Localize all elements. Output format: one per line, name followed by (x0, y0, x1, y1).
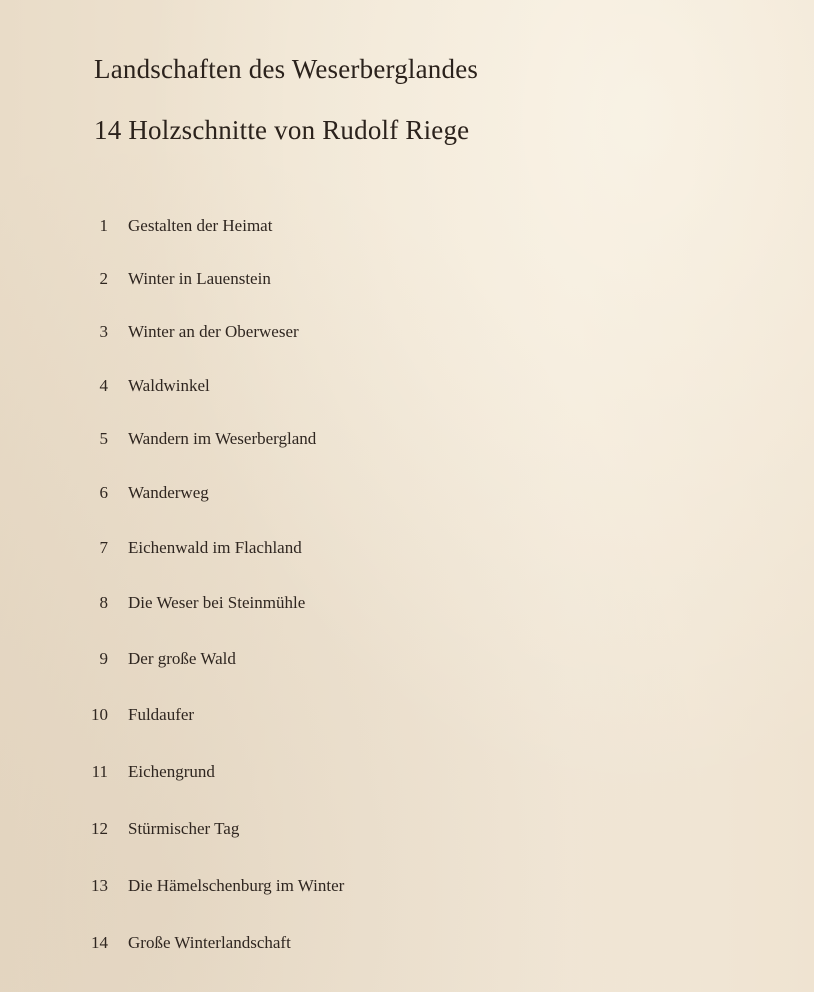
entry-title: Große Winterlandschaft (128, 933, 291, 952)
list-item (0, 429, 500, 453)
entry-number: 1 (99, 216, 108, 235)
entry-title: Winter in Lauenstein (128, 269, 271, 288)
entry-number: 9 (99, 649, 108, 668)
entry-number: 12 (91, 819, 108, 838)
list-item (0, 649, 500, 673)
entry-number: 14 (91, 933, 108, 952)
entry-title: Gestalten der Heimat (128, 216, 273, 235)
entry-number: 10 (91, 705, 108, 724)
entry-title: Stürmischer Tag (128, 819, 240, 838)
entry-number: 7 (99, 538, 108, 557)
entry-title: Der große Wald (128, 649, 236, 668)
entry-number: 3 (99, 322, 108, 341)
entry-title: Die Weser bei Steinmühle (128, 593, 306, 612)
entry-title: Eichenwald im Flachland (128, 538, 302, 557)
list-item (0, 762, 500, 786)
page-title: Landschaften des Weserberglandes (94, 54, 479, 84)
list-item (0, 819, 500, 843)
entry-number: 4 (99, 376, 108, 395)
list-item (0, 269, 500, 293)
list-item (0, 705, 500, 729)
entry-title: Die Hämelschenburg im Winter (128, 876, 345, 895)
list-item (0, 538, 500, 562)
entry-number: 2 (99, 269, 108, 288)
entry-title: Eichengrund (128, 762, 215, 781)
entry-title: Fuldaufer (128, 705, 195, 724)
list-item (0, 483, 500, 507)
entry-title: Wanderweg (128, 483, 209, 502)
entry-number: 13 (91, 876, 108, 895)
page-subtitle: 14 Holzschnitte von Rudolf Riege (94, 115, 470, 145)
entry-number: 11 (91, 762, 108, 781)
list-item (0, 322, 500, 346)
list-item (0, 593, 500, 617)
entry-title: Wandern im Weserbergland (128, 429, 317, 448)
list-item (0, 933, 500, 957)
entry-number: 6 (99, 483, 108, 502)
list-item (0, 376, 500, 400)
list-item (0, 876, 500, 900)
entry-number: 5 (99, 429, 108, 448)
entry-title: Waldwinkel (128, 376, 210, 395)
list-item (0, 216, 500, 240)
entry-number: 8 (99, 593, 108, 612)
entry-title: Winter an der Oberweser (128, 322, 299, 341)
